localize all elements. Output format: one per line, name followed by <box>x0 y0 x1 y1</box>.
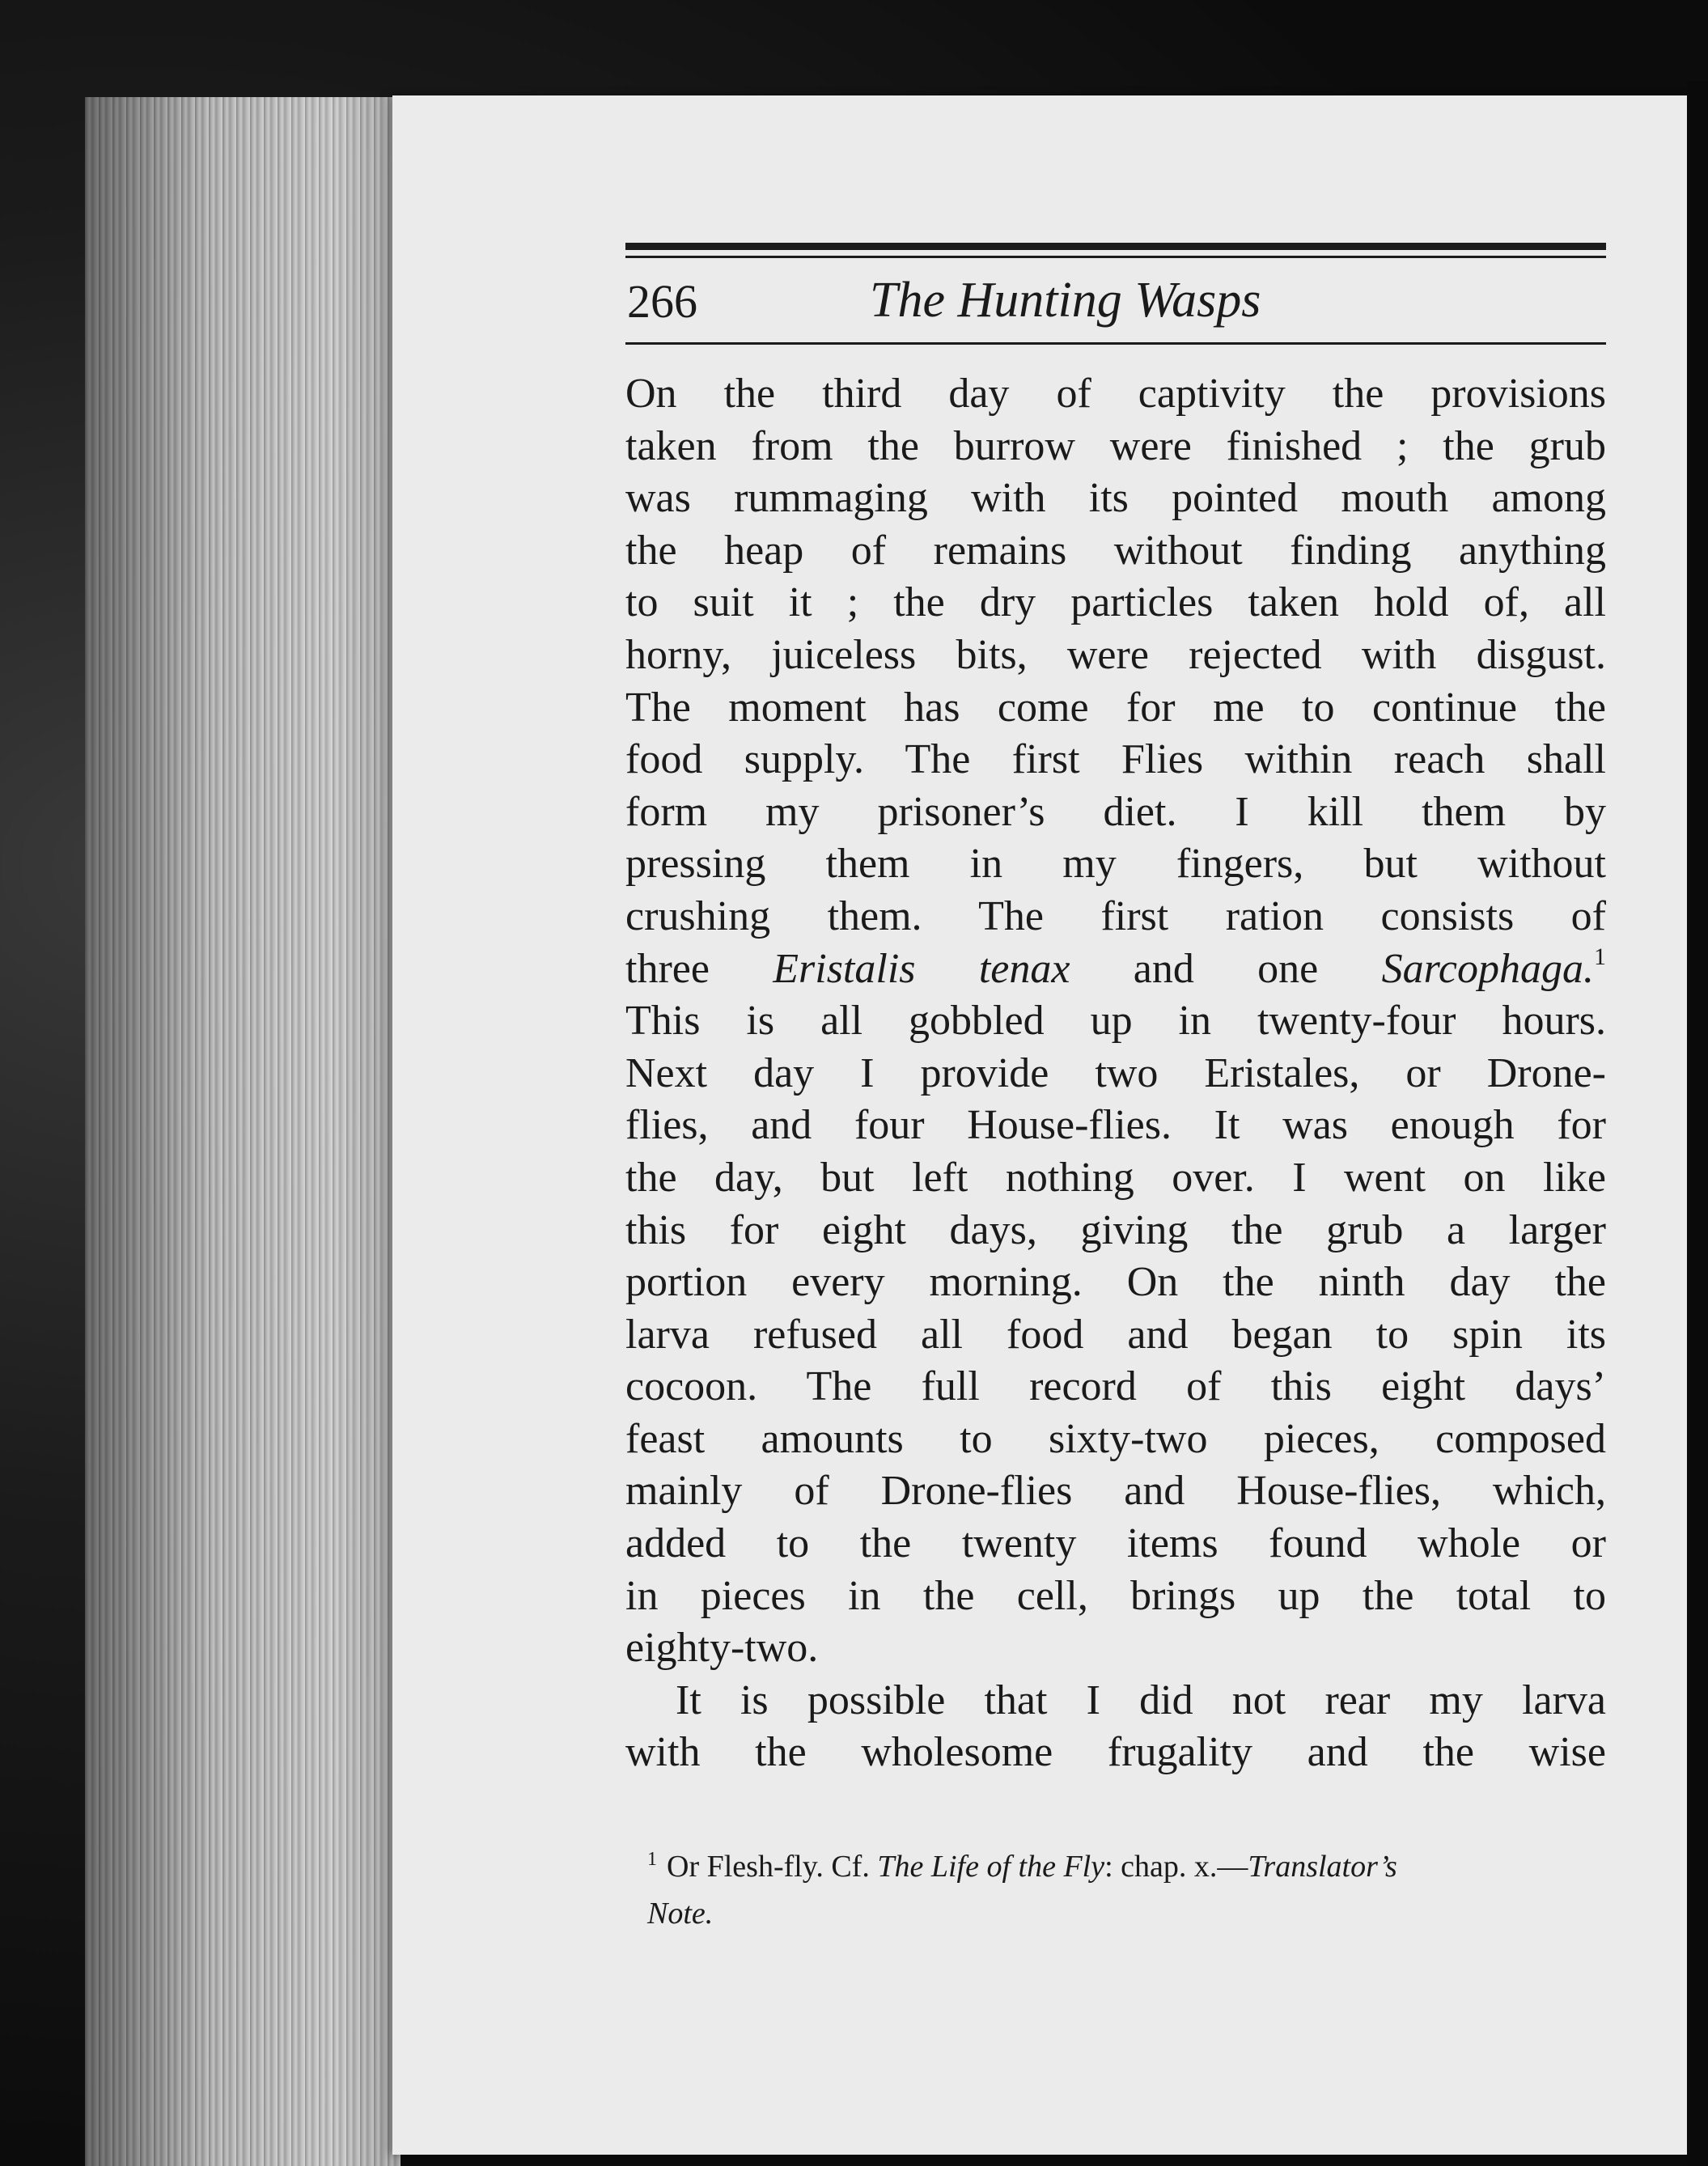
text-line: crushing them. The first ration consists of <box>625 892 1606 939</box>
species-name: Eristalis tenax <box>773 945 1070 992</box>
header-rule-thin <box>625 256 1606 258</box>
text-line: the heap of remains without finding anything <box>625 527 1606 574</box>
body-text <box>625 368 1606 1779</box>
paragraph-start-line: It is possible that I did not rear my larva <box>676 1676 1606 1723</box>
footnote-line-2: Note. <box>647 1897 714 1931</box>
text-line: this for eight days, giving the grub a larger <box>625 1206 1606 1253</box>
text-line: The moment has come for me to continue the <box>625 684 1606 731</box>
footnote-text-a: Or Flesh-fly. Cf. <box>667 1850 878 1884</box>
header-rule-bottom <box>625 342 1606 345</box>
text-line: was rummaging with its pointed mouth among <box>625 475 1606 522</box>
text-line: to suit it ; the dry particles taken hold of, all <box>625 579 1606 626</box>
header-rule-thick <box>625 243 1606 250</box>
footnote <box>647 1843 1644 1937</box>
line-mid: and one <box>1070 945 1382 992</box>
genus-name: Sarcophaga. <box>1381 945 1594 992</box>
text-line: Next day I provide two Eristales, or Drone- <box>625 1049 1606 1096</box>
footnote-translator-label: Translator’s <box>1248 1850 1397 1884</box>
text-line: the day, but left nothing over. I went on like <box>625 1154 1606 1201</box>
text-line: pressing them in my fingers, but without <box>625 841 1606 888</box>
text-line: added to the twenty items found whole or <box>625 1520 1606 1567</box>
text-line: This is all gobbled up in twenty-four hours. <box>625 998 1606 1045</box>
text-line: form my prisoner’s diet. I kill them by <box>625 788 1606 835</box>
text-line: horny, juiceless bits, were rejected with disgust. <box>625 631 1606 678</box>
running-title: The Hunting Wasps <box>870 273 1261 328</box>
footnote-text-b: : chap. x.— <box>1104 1850 1248 1884</box>
text-line: food supply. The first Flies within reach shall <box>625 736 1606 783</box>
text-line-with-italics <box>625 943 1606 996</box>
page-number: 266 <box>627 275 697 328</box>
footnote-reference: 1 <box>1593 943 1606 970</box>
page-right-margin-dark <box>1687 81 1708 2166</box>
footnote-line-1 <box>647 1843 1644 1890</box>
text-line: cocoon. The full record of this eight days’ <box>625 1363 1606 1410</box>
text-line: On the third day of captivity the provisions <box>625 371 1606 417</box>
fore-edge-shadow <box>85 97 401 2166</box>
text-line: taken from the burrow were finished ; the grub <box>625 422 1606 469</box>
text-line: with the wholesome frugality and the wise <box>625 1729 1606 1776</box>
text-line: portion every morning. On the ninth day the <box>625 1259 1606 1306</box>
text-line: larva refused all food and began to spin its <box>625 1311 1606 1358</box>
paragraph-end-line: eighty-two. <box>625 1625 819 1672</box>
text-line: feast amounts to sixty-two pieces, composed <box>625 1415 1606 1462</box>
text-line: mainly of Drone-flies and House-flies, which, <box>625 1468 1606 1515</box>
footnote-book-title: The Life of the Fly <box>877 1850 1105 1884</box>
line-pre: three <box>625 945 773 992</box>
text-line: flies, and four House-flies. It was enough for <box>625 1102 1606 1149</box>
text-line: in pieces in the cell, brings up the total to <box>625 1572 1606 1619</box>
footnote-marker: 1 <box>647 1849 657 1870</box>
